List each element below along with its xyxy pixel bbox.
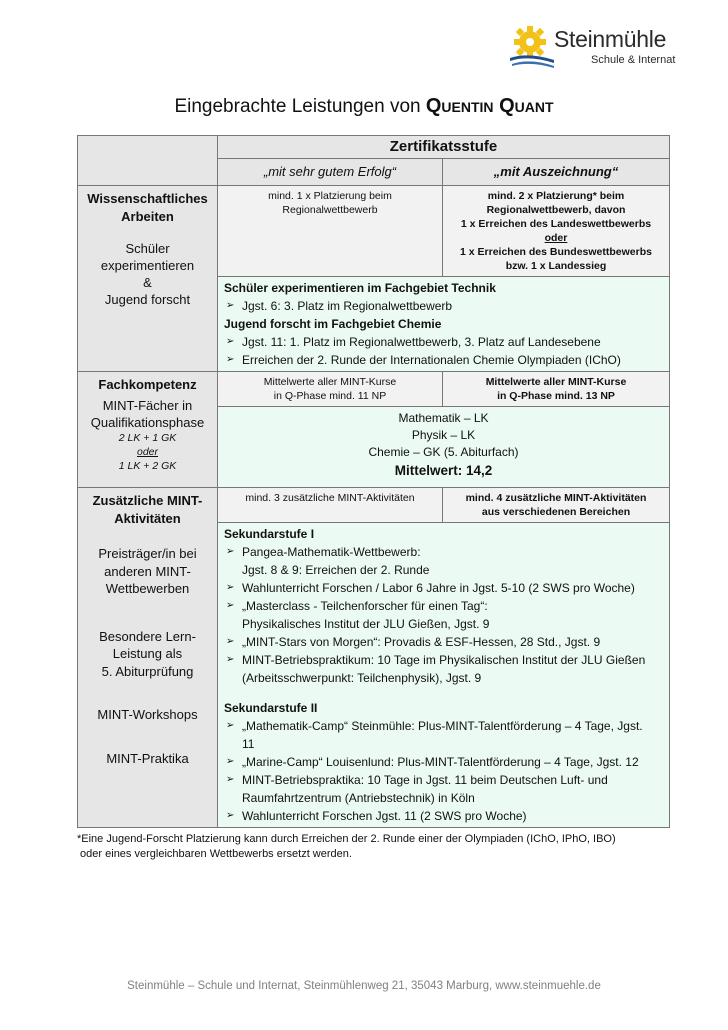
criteria-distinction xyxy=(443,372,670,407)
sek1-item xyxy=(224,651,663,687)
item-text: Wahlunterricht Forschen / Labor 6 Jahre in Jgst. 5-10 (2 SWS pro Woche) xyxy=(242,581,635,595)
bullet-arrow-icon: ➢ xyxy=(226,774,235,785)
water-wheel-icon xyxy=(508,24,556,72)
bullet-arrow-icon: ➢ xyxy=(226,654,235,665)
category-subtitle xyxy=(78,240,217,308)
item-text: Wahlunterricht Forschen Jgst. 11 (2 SWS pro Woche) xyxy=(242,809,527,823)
subtitle-italic-line: 2 LK + 1 GK xyxy=(118,432,177,444)
bullet-arrow-icon: ➢ xyxy=(226,354,235,365)
item-text: MINT-Betriebspraktikum: 10 Tage im Physikalischen Institut der JLU Gießen xyxy=(242,653,646,667)
criteria-distinction xyxy=(443,488,670,523)
category-label: Fachkompetenz xyxy=(98,377,197,392)
footnote-line: oder eines vergleichbaren Wettbewerbs ersetzt werden. xyxy=(77,848,352,860)
bullet-arrow-icon: ➢ xyxy=(226,720,235,731)
row-subject-competence-criteria xyxy=(78,372,670,407)
subtitle-italic-line: 1 LK + 2 GK xyxy=(118,460,177,472)
criteria-very-good xyxy=(218,186,443,277)
certificate-level-header: Zertifikatsstufe xyxy=(218,136,670,159)
header-empty-cell xyxy=(78,136,218,186)
item-text: „Masterclass - Teilchenforscher für einen Tag“: xyxy=(242,599,488,613)
detail-text: Erreichen der 2. Runde der Internationalen Chemie Olympiaden (IChO) xyxy=(242,353,621,367)
course-line: Physik – LK xyxy=(411,428,476,442)
category-subject-competence xyxy=(78,372,218,488)
subtitle-line: & xyxy=(143,275,152,290)
criteria-very-good xyxy=(218,372,443,407)
subtitle-italic-or: oder xyxy=(136,446,158,458)
subtitle-line: MINT-Fächer in xyxy=(102,398,193,413)
criteria-line: mind. 4 zusätzliche MINT-Aktivitäten xyxy=(465,492,647,504)
criteria-line: 1 x Erreichen des Landeswettbewerbs xyxy=(460,218,652,230)
footnote-line: *Eine Jugend-Forscht Platzierung kann durch Erreichen der 2. Runde einer der Olympiaden (IChO, IPhO, IBO) xyxy=(77,833,616,845)
bullet-arrow-icon: ➢ xyxy=(226,582,235,593)
page-title xyxy=(0,95,728,118)
criteria-line: in Q-Phase mind. 11 NP xyxy=(273,390,387,402)
sek1-item xyxy=(224,543,663,579)
detail-text: Jgst. 11: 1. Platz im Regionalwettbewerb, 3. Platz auf Landesebene xyxy=(242,335,601,349)
criteria-line-or: oder xyxy=(544,232,568,244)
item-text: Physikalisches Institut der JLU Gießen, Jgst. 9 xyxy=(242,617,490,631)
subtitle-line: experimentieren xyxy=(100,258,195,273)
subject-competence-details xyxy=(218,407,670,488)
subtitle-line: Jugend forscht xyxy=(104,292,191,307)
average-value: Mittelwert: 14,2 xyxy=(394,463,493,478)
bullet-arrow-icon: ➢ xyxy=(226,636,235,647)
course-line: Mathematik – LK xyxy=(398,411,489,425)
criteria-distinction xyxy=(443,186,670,277)
sek1-heading: Sekundarstufe I xyxy=(224,527,315,541)
item-text: Raumfahrtzentrum (Antriebstechnik) in Köln xyxy=(242,791,475,805)
subtitle-line: anderen MINT- xyxy=(104,563,191,579)
item-text: Pangea-Mathematik-Wettbewerb: xyxy=(242,545,421,559)
bullet-arrow-icon: ➢ xyxy=(226,546,235,557)
school-logo xyxy=(508,24,698,72)
level-distinction: „mit Auszeichnung“ xyxy=(443,159,670,186)
item-text: „Mathematik-Camp“ Steinmühle: Plus-MINT-Talentförderung – 4 Tage, Jgst. xyxy=(242,719,643,733)
category-title xyxy=(78,190,217,226)
sek1-item xyxy=(224,633,663,651)
subtitle-line: Qualifikationsphase xyxy=(90,415,205,430)
additional-activities-details xyxy=(218,523,670,828)
title-prefix: Eingebrachte Leistungen von xyxy=(174,96,421,117)
bullet-arrow-icon: ➢ xyxy=(226,600,235,611)
bullet-arrow-icon: ➢ xyxy=(226,336,235,347)
item-text: „MINT-Stars von Morgen“: Provadis & ESF-Hessen, 28 Std., Jgst. 9 xyxy=(242,635,601,649)
criteria-line: mind. 2 x Platzierung* beim xyxy=(487,190,625,202)
detail-item xyxy=(224,333,663,351)
subtitle-line: Wettbewerben xyxy=(105,581,190,596)
item-text: 11 xyxy=(242,737,255,751)
student-name: Quentin Quant xyxy=(425,95,554,117)
criteria-line: 1 x Erreichen des Bundeswettbewerbs xyxy=(460,246,652,258)
detail-item xyxy=(224,297,663,315)
subtitle-line: Besondere Lern- xyxy=(99,628,196,644)
subtitle-line: Preisträger/in bei xyxy=(98,546,197,561)
detail-heading: Jugend forscht im Fachgebiet Chemie xyxy=(224,317,442,331)
detail-text: Jgst. 6: 3. Platz im Regionalwettbewerb xyxy=(242,299,453,313)
criteria-line: aus verschiedenen Bereichen xyxy=(481,506,631,518)
subtitle-line: MINT-Praktika xyxy=(106,750,189,766)
category-label: Wissenschaftliches Arbeiten xyxy=(87,191,208,224)
course-line: Chemie – GK (5. Abiturfach) xyxy=(368,445,519,459)
row-additional-activities-criteria xyxy=(78,488,670,523)
category-label: Zusätzliche MINT-Aktivitäten xyxy=(92,493,203,526)
category-scientific-work xyxy=(78,186,218,372)
logo-subtitle: Schule & Internat xyxy=(591,54,676,66)
item-text: Jgst. 8 & 9: Erreichen der 2. Runde xyxy=(242,563,430,577)
category-additional-activities xyxy=(78,488,218,828)
criteria-line: bzw. 1 x Landessieg xyxy=(505,260,607,272)
bullet-arrow-icon: ➢ xyxy=(226,810,235,821)
bullet-arrow-icon: ➢ xyxy=(226,756,235,767)
row-scientific-work-criteria xyxy=(78,186,670,277)
sek1-item xyxy=(224,597,663,633)
item-text: MINT-Betriebspraktika: 10 Tage in Jgst. 11 beim Deutschen Luft- und xyxy=(242,773,608,787)
page-footer: Steinmühle – Schule und Internat, Steinmühlenweg 21, 35043 Marburg, www.steinmuehle.de xyxy=(127,980,601,992)
subtitle-line: MINT-Workshops xyxy=(97,707,198,722)
sek2-item xyxy=(224,717,663,753)
criteria-line: Regionalwettbewerb xyxy=(282,204,378,216)
subtitle-line: Schüler xyxy=(125,241,170,256)
subtitle-line: 5. Abiturprüfung xyxy=(101,663,194,679)
subtitle-line: Leistung als xyxy=(112,646,183,661)
detail-item xyxy=(224,351,663,369)
footnote xyxy=(77,832,616,862)
sek1-item xyxy=(224,579,663,597)
sek2-item xyxy=(224,807,663,825)
logo-name: Steinmühle xyxy=(554,26,667,52)
spacer xyxy=(224,687,663,699)
header-row xyxy=(78,136,670,159)
sek2-item xyxy=(224,771,663,807)
bullet-arrow-icon: ➢ xyxy=(226,300,235,311)
criteria-line: in Q-Phase mind. 13 NP xyxy=(497,390,615,402)
criteria-line: mind. 1 x Platzierung beim xyxy=(268,190,392,202)
level-very-good: „mit sehr gutem Erfolg“ xyxy=(218,159,443,186)
criteria-line: mind. 3 zusätzliche MINT-Aktivitäten xyxy=(245,492,415,504)
achievements-table xyxy=(77,135,670,828)
criteria-line: Mittelwerte aller MINT-Kurse xyxy=(263,376,397,388)
scientific-work-details xyxy=(218,277,670,372)
criteria-very-good xyxy=(218,488,443,523)
sek2-item xyxy=(224,753,663,771)
sek2-heading: Sekundarstufe II xyxy=(224,701,318,715)
item-text: „Marine-Camp“ Louisenlund: Plus-MINT-Talentförderung – 4 Tage, Jgst. 12 xyxy=(242,755,639,769)
criteria-line: Regionalwettbewerb, davon xyxy=(486,204,626,216)
detail-heading: Schüler experimentieren im Fachgebiet Technik xyxy=(224,281,496,295)
item-text: (Arbeitsschwerpunkt: Teilchenphysik), Jgst. 9 xyxy=(242,671,482,685)
criteria-line: Mittelwerte aller MINT-Kurse xyxy=(485,376,627,388)
